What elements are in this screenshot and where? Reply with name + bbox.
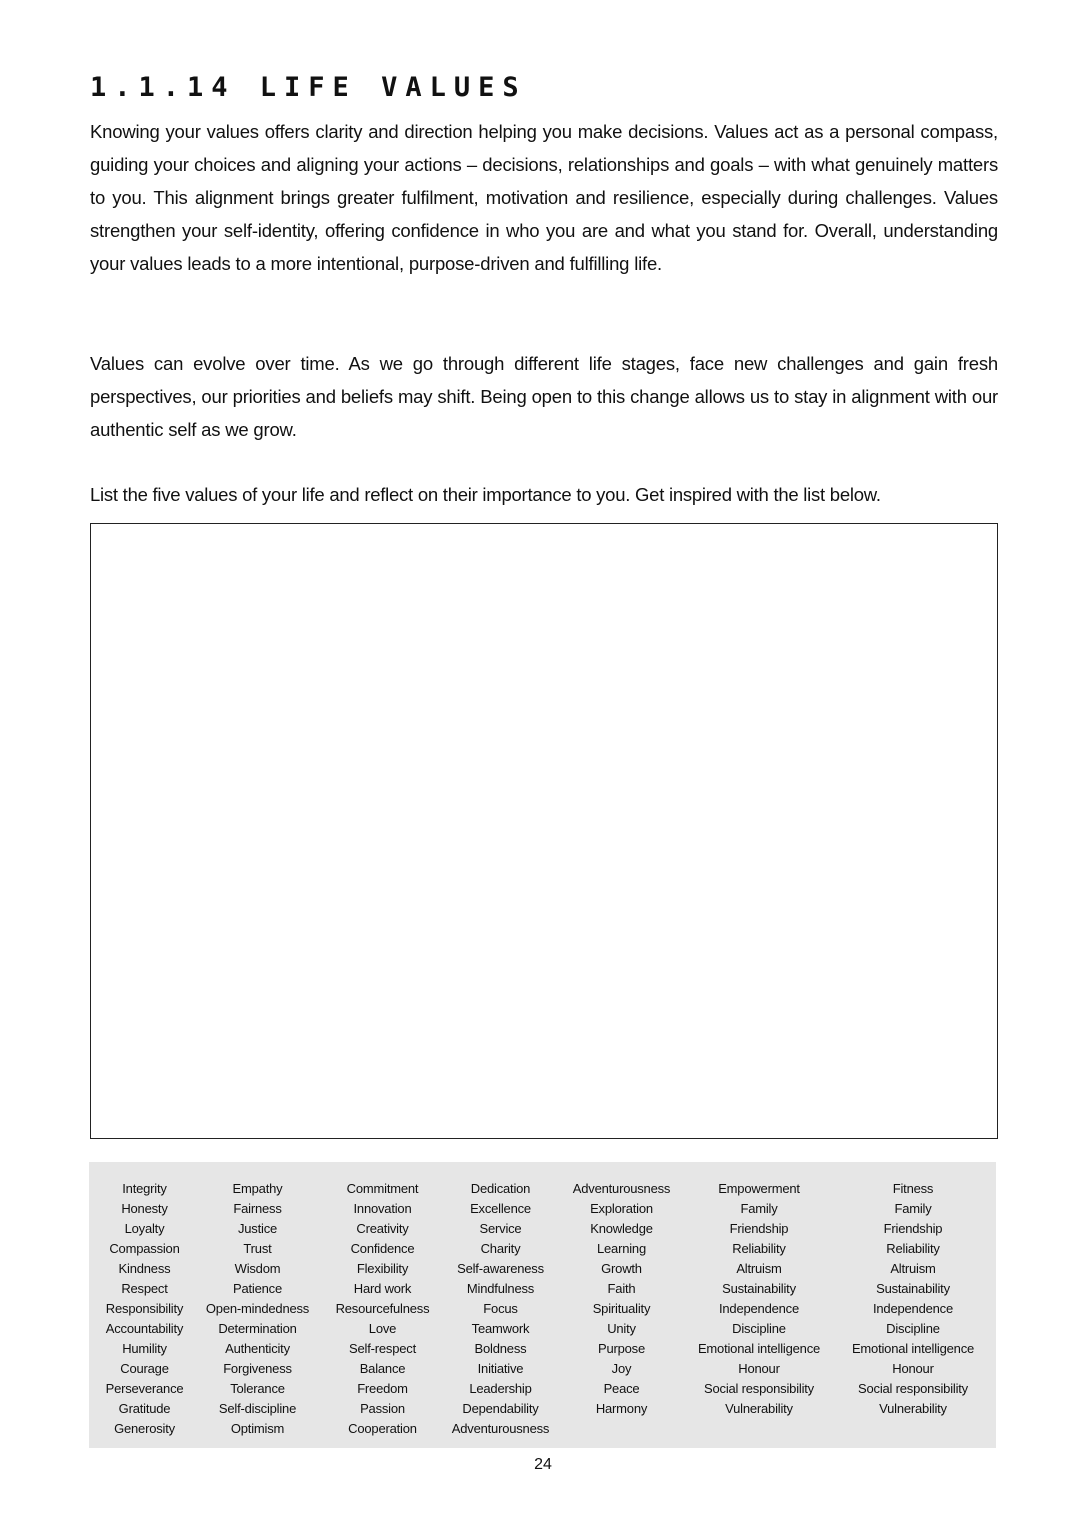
value-item: Exploration bbox=[590, 1201, 653, 1216]
value-item: Mindfulness bbox=[466, 1281, 535, 1296]
answer-box[interactable] bbox=[90, 523, 998, 1139]
value-item: Leadership bbox=[469, 1381, 532, 1396]
value-item: Wisdom bbox=[234, 1261, 281, 1276]
value-item: Accountability bbox=[105, 1321, 184, 1336]
value-item: Dedication bbox=[470, 1181, 531, 1196]
values-column-6 bbox=[689, 1179, 829, 1419]
value-item: Patience bbox=[233, 1281, 282, 1296]
value-item: Initiative bbox=[477, 1361, 524, 1376]
value-item: Determination bbox=[218, 1321, 297, 1336]
value-item: Family bbox=[894, 1201, 932, 1216]
value-item: Spirituality bbox=[592, 1301, 651, 1316]
value-item: Balance bbox=[359, 1361, 406, 1376]
value-item: Flexibility bbox=[356, 1261, 409, 1276]
value-item: Boldness bbox=[474, 1341, 527, 1356]
value-item: Fairness bbox=[233, 1201, 282, 1216]
value-item: Forgiveness bbox=[223, 1361, 292, 1376]
value-item: Innovation bbox=[353, 1201, 412, 1216]
value-item: Love bbox=[368, 1321, 397, 1336]
value-item: Dependability bbox=[462, 1401, 539, 1416]
value-item: Humility bbox=[122, 1341, 167, 1356]
value-item: Confidence bbox=[350, 1241, 415, 1256]
value-item: Honesty bbox=[121, 1201, 168, 1216]
value-item: Purpose bbox=[597, 1341, 646, 1356]
value-item: Joy bbox=[611, 1361, 632, 1376]
value-item: Generosity bbox=[114, 1421, 175, 1436]
value-item: Compassion bbox=[109, 1241, 180, 1256]
value-item: Reliability bbox=[732, 1241, 786, 1256]
value-item: Vulnerability bbox=[879, 1401, 947, 1416]
value-item: Altruism bbox=[890, 1261, 936, 1276]
value-item: Authenticity bbox=[225, 1341, 290, 1356]
value-item: Social responsibility bbox=[704, 1381, 814, 1396]
value-item: Justice bbox=[237, 1221, 278, 1236]
value-item: Independence bbox=[718, 1301, 799, 1316]
value-item: Trust bbox=[243, 1241, 272, 1256]
values-column-7 bbox=[843, 1179, 983, 1419]
values-column-2 bbox=[200, 1179, 315, 1439]
value-item: Kindness bbox=[118, 1261, 171, 1276]
value-item: Harmony bbox=[595, 1401, 648, 1416]
value-item: Focus bbox=[483, 1301, 518, 1316]
value-item: Optimism bbox=[230, 1421, 285, 1436]
value-item: Freedom bbox=[357, 1381, 408, 1396]
value-item: Fitness bbox=[892, 1181, 934, 1196]
page-number: 24 bbox=[534, 1456, 552, 1473]
value-item: Hard work bbox=[353, 1281, 412, 1296]
values-panel bbox=[89, 1162, 996, 1448]
value-item: Self-awareness bbox=[457, 1261, 544, 1276]
value-item: Sustainability bbox=[722, 1281, 796, 1296]
value-item: Passion bbox=[360, 1401, 405, 1416]
value-item: Self-respect bbox=[349, 1341, 416, 1356]
value-item: Discipline bbox=[886, 1321, 940, 1336]
value-item: Faith bbox=[607, 1281, 636, 1296]
value-item: Emotional intelligence bbox=[851, 1341, 975, 1356]
value-item: Empowerment bbox=[718, 1181, 800, 1196]
value-item: Family bbox=[740, 1201, 778, 1216]
value-item: Friendship bbox=[729, 1221, 789, 1236]
value-item: Courage bbox=[120, 1361, 169, 1376]
value-item: Peace bbox=[603, 1381, 640, 1396]
value-item: Growth bbox=[601, 1261, 642, 1276]
values-column-4 bbox=[445, 1179, 556, 1439]
intro-paragraph-2: Values can evolve over time. As we go through different life stages, face new challenges and gain fresh perspectives, our priorities and beliefs may shift. Being open to this change allows us to stay in alignment with our authentic self as we grow. bbox=[90, 353, 998, 440]
value-item: Vulnerability bbox=[725, 1401, 793, 1416]
value-item: Adventurousness bbox=[572, 1181, 671, 1196]
value-item: Excellence bbox=[470, 1201, 531, 1216]
value-item: Empathy bbox=[232, 1181, 283, 1196]
value-item: Sustainability bbox=[876, 1281, 950, 1296]
value-item: Learning bbox=[597, 1241, 646, 1256]
value-item: Service bbox=[479, 1221, 522, 1236]
value-item: Reliability bbox=[886, 1241, 940, 1256]
value-item: Tolerance bbox=[230, 1381, 285, 1396]
instruction-text: List the five values of your life and reflect on their importance to you. Get inspired with the list below. bbox=[90, 484, 881, 505]
value-item: Resourcefulness bbox=[335, 1301, 430, 1316]
value-item: Perseverance bbox=[105, 1381, 184, 1396]
values-column-3 bbox=[321, 1179, 444, 1439]
value-item: Adventurousness bbox=[451, 1421, 550, 1436]
values-column-1 bbox=[89, 1179, 200, 1439]
value-item: Unity bbox=[607, 1321, 636, 1336]
value-item: Open-mindedness bbox=[205, 1301, 310, 1316]
value-item: Teamwork bbox=[471, 1321, 530, 1336]
value-item: Self-discipline bbox=[218, 1401, 297, 1416]
value-item: Honour bbox=[738, 1361, 780, 1376]
value-item: Charity bbox=[480, 1241, 521, 1256]
value-item: Altruism bbox=[736, 1261, 782, 1276]
intro-paragraph-1: Knowing your values offers clarity and direction helping you make decisions. Values act as a personal compass, guiding your choices and aligning your actions – decisions, relationships and goals – with what genuinely matters to you. This alignment brings greater fulfilment, motivation and resilience, especially during challenges. Values strengthen your self-identity, offering confidence in who you are and what you stand for. Overall, understanding your values leads to a more intentional, purpose-driven and fulfilling life. bbox=[90, 121, 998, 274]
value-item: Creativity bbox=[356, 1221, 409, 1236]
value-item: Honour bbox=[892, 1361, 934, 1376]
value-item: Emotional intelligence bbox=[697, 1341, 821, 1356]
value-item: Commitment bbox=[346, 1181, 419, 1196]
value-item: Cooperation bbox=[348, 1421, 417, 1436]
values-column-5 bbox=[566, 1179, 677, 1419]
value-item: Knowledge bbox=[590, 1221, 653, 1236]
value-item: Social responsibility bbox=[858, 1381, 968, 1396]
value-item: Friendship bbox=[883, 1221, 943, 1236]
value-item: Loyalty bbox=[124, 1221, 165, 1236]
value-item: Gratitude bbox=[118, 1401, 171, 1416]
value-item: Independence bbox=[872, 1301, 953, 1316]
value-item: Respect bbox=[121, 1281, 168, 1296]
value-item: Discipline bbox=[732, 1321, 786, 1336]
value-item: Responsibility bbox=[105, 1301, 184, 1316]
section-title: 1.1.14 LIFE VALUES bbox=[90, 72, 527, 103]
value-item: Integrity bbox=[122, 1181, 167, 1196]
